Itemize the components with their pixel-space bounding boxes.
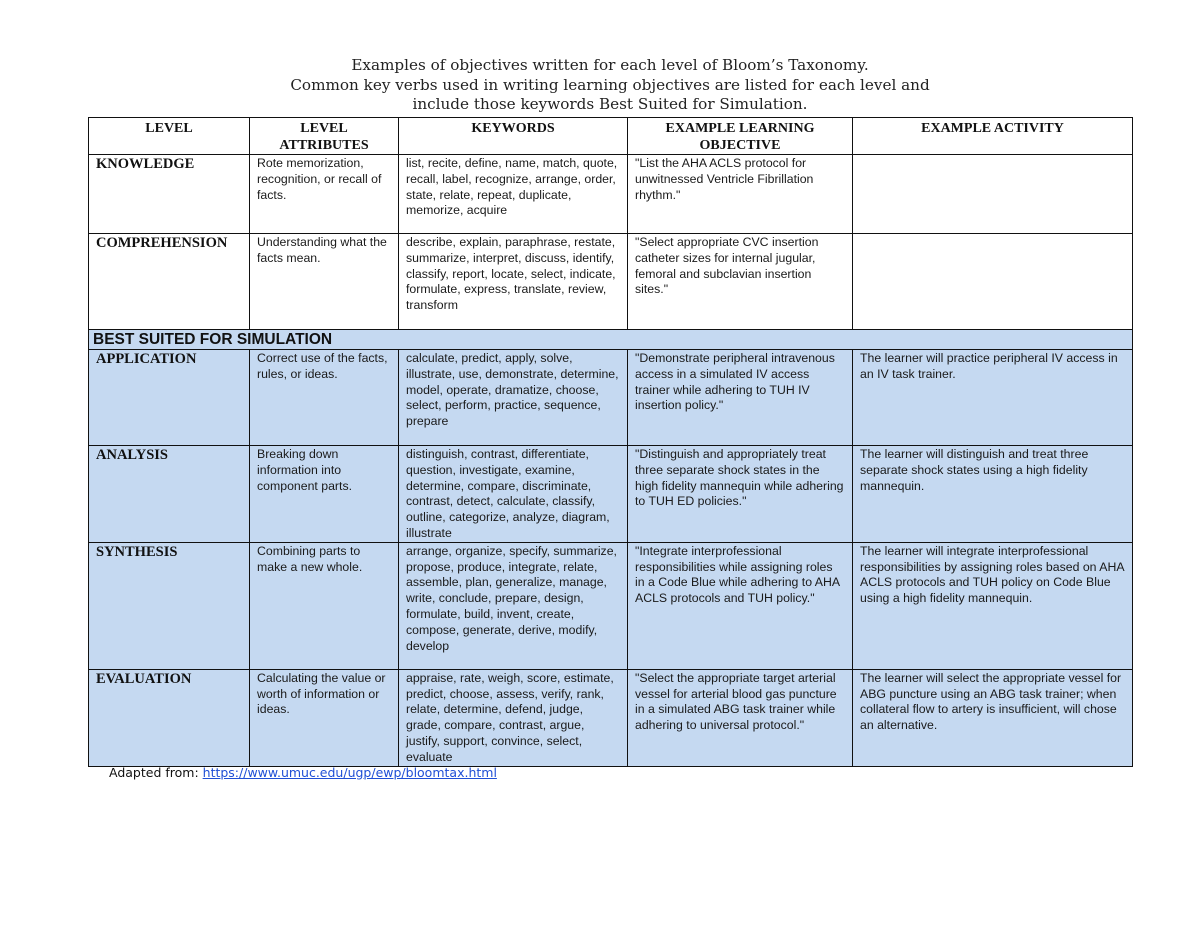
- attributes-cell: Breaking down information into component parts.: [250, 446, 399, 543]
- attributes-cell: Rote memorization, recognition, or recall of facts.: [250, 155, 399, 234]
- table-row-synthesis: [89, 542, 1133, 669]
- simulation-band-row: [89, 330, 1133, 350]
- heading-line-3: include those keywords Best Suited for Simulation.: [412, 95, 808, 114]
- attributes-cell: Combining parts to make a new whole.: [250, 542, 399, 669]
- bloom-taxonomy-table: [88, 117, 1133, 767]
- header-example-activity: EXAMPLE ACTIVITY: [853, 118, 1133, 155]
- objective-cell: "Select appropriate CVC insertion catheter sizes for internal jugular, femoral and subclavian insertion sites.": [628, 234, 853, 330]
- keywords-cell: distinguish, contrast, differentiate, question, investigate, examine, determine, compare, discriminate, contrast, detect, calculate, classify, outline, categorize, analyze, diagram, illustrate: [399, 446, 628, 543]
- objective-cell: "List the AHA ACLS protocol for unwitnessed Ventricle Fibrillation rhythm.": [628, 155, 853, 234]
- simulation-band-label: BEST SUITED FOR SIMULATION: [89, 330, 1133, 350]
- activity-cell: The learner will select the appropriate vessel for ABG puncture using an ABG task trainer; when collateral flow to artery is insufficient, will chose an alternative.: [853, 669, 1133, 766]
- table-row-application: [89, 350, 1133, 446]
- objective-cell: "Integrate interprofessional responsibilities while assigning roles in a Code Blue while adhering to AHA ACLS protocols and TUH policy.": [628, 542, 853, 669]
- activity-cell: The learner will practice peripheral IV access in an IV task trainer.: [853, 350, 1133, 446]
- keywords-cell: calculate, predict, apply, solve, illustrate, use, demonstrate, determine, model, operate, dramatize, choose, select, perform, practice, sequence, prepare: [399, 350, 628, 446]
- heading-line-1: Examples of objectives written for each level of Bloom’s Taxonomy.: [351, 56, 869, 74]
- attributes-cell: Understanding what the facts mean.: [250, 234, 399, 330]
- level-cell: EVALUATION: [89, 669, 250, 766]
- heading-line-2: Common key verbs used in writing learning objectives are listed for each level and: [290, 75, 930, 94]
- activity-cell: The learner will distinguish and treat three separate shock states using a high fidelity mannequin.: [853, 446, 1133, 543]
- activity-cell: The learner will integrate interprofessional responsibilities by assigning roles based on AHA ACLS protocols and TUH policy on Code Blue using a high fidelity mannequin.: [853, 542, 1133, 669]
- document-heading: [88, 56, 1132, 115]
- attributes-cell: Calculating the value or worth of information or ideas.: [250, 669, 399, 766]
- header-keywords: KEYWORDS: [399, 118, 628, 155]
- keywords-cell: arrange, organize, specify, summarize, propose, produce, integrate, relate, assemble, plan, generalize, manage, write, conclude, prepare, design, formulate, build, invent, create, compose, generate, derive, modify, develop: [399, 542, 628, 669]
- source-link[interactable]: https://www.umuc.edu/ugp/ewp/bloomtax.html: [202, 765, 497, 780]
- level-cell: COMPREHENSION: [89, 234, 250, 330]
- activity-cell: [853, 155, 1133, 234]
- objective-cell: "Distinguish and appropriately treat three separate shock states in the high fidelity mannequin while adhering to TUH ED policies.": [628, 446, 853, 543]
- header-level: LEVEL: [89, 118, 250, 155]
- attributes-cell: Correct use of the facts, rules, or ideas.: [250, 350, 399, 446]
- level-cell: SYNTHESIS: [89, 542, 250, 669]
- objective-cell: "Demonstrate peripheral intravenous access in a simulated IV access trainer while adhering to TUH IV insertion policy.": [628, 350, 853, 446]
- table-row-analysis: [89, 446, 1133, 543]
- level-cell: KNOWLEDGE: [89, 155, 250, 234]
- level-cell: APPLICATION: [89, 350, 250, 446]
- level-cell: ANALYSIS: [89, 446, 250, 543]
- source-credit: [109, 765, 497, 780]
- table-row-comprehension: [89, 234, 1133, 330]
- objective-cell: "Select the appropriate target arterial vessel for arterial blood gas puncture in a simulated ABG task trainer while adhering to universal protocol.": [628, 669, 853, 766]
- keywords-cell: list, recite, define, name, match, quote, recall, label, recognize, arrange, order, state, relate, repeat, duplicate, memorize, acquire: [399, 155, 628, 234]
- table-row-evaluation: [89, 669, 1133, 766]
- credit-label: Adapted from:: [109, 765, 203, 780]
- table-row-knowledge: [89, 155, 1133, 234]
- activity-cell: [853, 234, 1133, 330]
- keywords-cell: describe, explain, paraphrase, restate, summarize, interpret, discuss, identify, classify, report, locate, select, indicate, formulate, express, translate, review, transform: [399, 234, 628, 330]
- header-example-objective: EXAMPLE LEARNING OBJECTIVE: [628, 118, 853, 155]
- header-level-attributes: LEVEL ATTRIBUTES: [250, 118, 399, 155]
- keywords-cell: appraise, rate, weigh, score, estimate, predict, choose, assess, verify, rank, relate, determine, defend, judge, grade, compare, contrast, argue, justify, support, convince, select, evaluate: [399, 669, 628, 766]
- table-header-row: [89, 118, 1133, 155]
